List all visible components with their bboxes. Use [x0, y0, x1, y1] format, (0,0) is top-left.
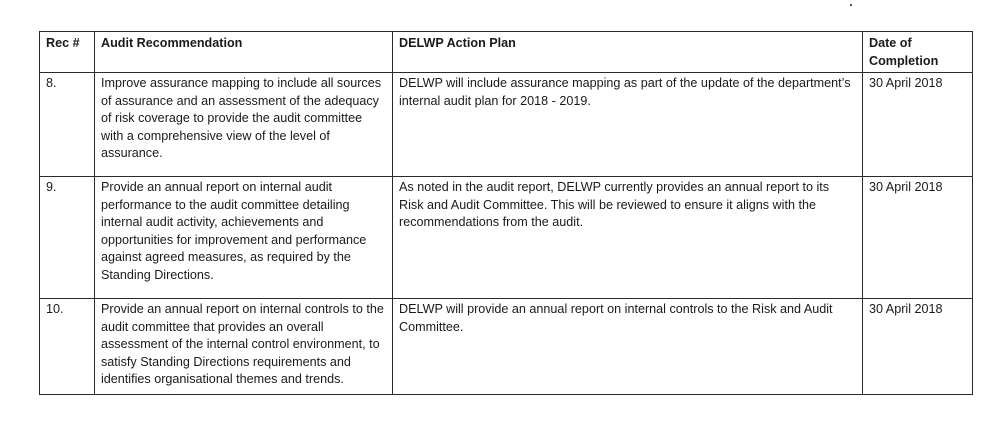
header-action-plan: DELWP Action Plan — [393, 32, 863, 73]
rec-number-cell: 8. — [40, 73, 95, 177]
audit-recommendations-table — [39, 31, 973, 395]
header-audit-recommendation: Audit Recommendation — [95, 32, 393, 73]
table-header-row — [40, 32, 973, 73]
action-plan-cell: DELWP will provide an annual report on internal controls to the Risk and Audit Committee. — [393, 299, 863, 395]
recommendation-cell: Provide an annual report on internal audit performance to the audit committee detailing internal audit activity, achievements and opportunities for improvement and performance against agreed measures, as required by the Standing Directions. — [95, 177, 393, 299]
action-plan-cell: DELWP will include assurance mapping as part of the update of the department’s internal audit plan for 2018 - 2019. — [393, 73, 863, 177]
completion-date-cell: 30 April 2018 — [863, 73, 973, 177]
completion-date-cell: 30 April 2018 — [863, 299, 973, 395]
header-rec-number: Rec # — [40, 32, 95, 73]
header-date-of-completion: Date of Completion — [863, 32, 973, 73]
table-row — [40, 299, 973, 395]
recommendation-cell: Improve assurance mapping to include all sources of assurance and an assessment of the adequacy of risk coverage to provide the audit committee with a comprehensive view of the level of assurance. — [95, 73, 393, 177]
scan-speck — [850, 4, 852, 6]
rec-number-cell: 10. — [40, 299, 95, 395]
table-row — [40, 73, 973, 177]
action-plan-cell: As noted in the audit report, DELWP currently provides an annual report to its Risk and Audit Committee. This will be reviewed to ensure it aligns with the recommendations from the audit. — [393, 177, 863, 299]
rec-number-cell: 9. — [40, 177, 95, 299]
recommendation-cell: Provide an annual report on internal controls to the audit committee that provides an overall assessment of the internal control environment, to satisfy Standing Directions requirements and identifies organisational themes and trends. — [95, 299, 393, 395]
completion-date-cell: 30 April 2018 — [863, 177, 973, 299]
table-row — [40, 177, 973, 299]
